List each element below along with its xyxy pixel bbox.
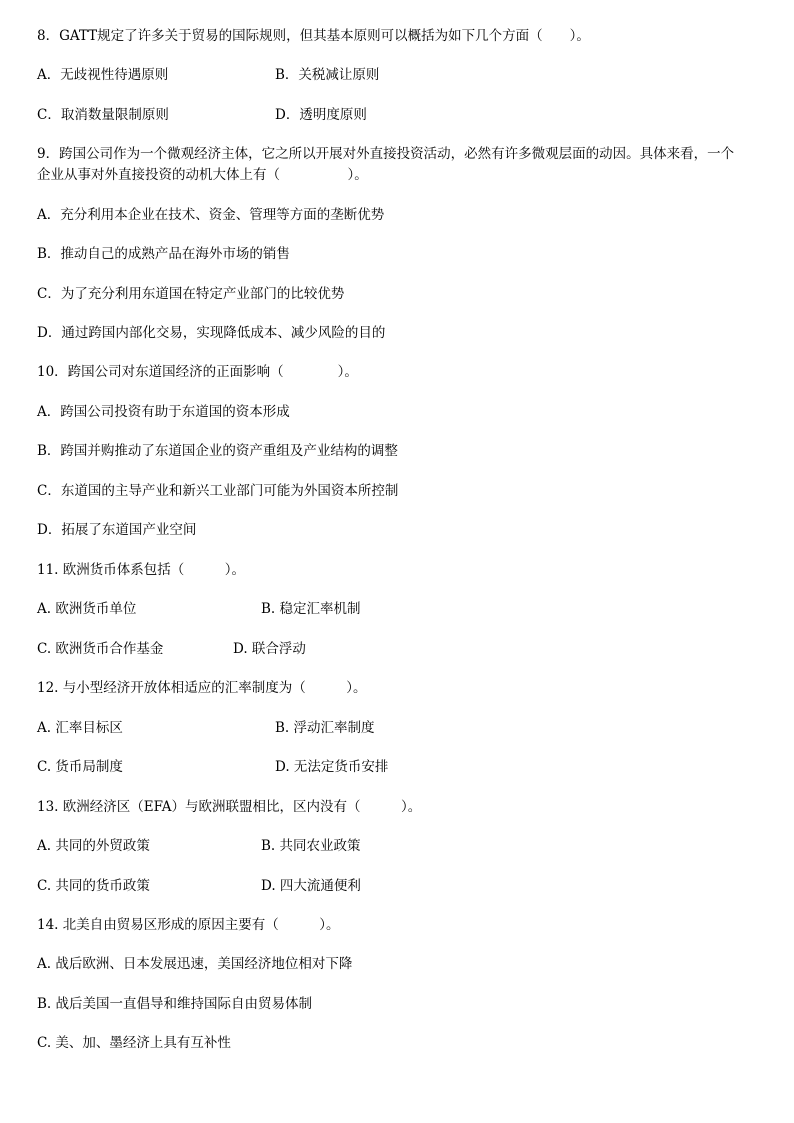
question-11-option-b: B. 稳定汇率机制 [261, 601, 361, 617]
question-9-stem-line1: 9．跨国公司作为一个微观经济主体，它之所以开展对外直接投资活动，必然有许多微观层面的动因。具体来看，一个 [37, 146, 735, 162]
question-12-option-c: C. 货币局制度 [37, 759, 123, 775]
question-14-option-a: A. 战后欧洲、日本发展迅速，美国经济地位相对下降 [37, 956, 353, 972]
question-10-option-a: A．跨国公司投资有助于东道国的资本形成 [37, 404, 290, 420]
question-10-option-d: D．拓展了东道国产业空间 [37, 522, 197, 538]
question-14-stem: 14. 北美自由贸易区形成的原因主要有（ ）。 [37, 917, 340, 933]
question-13-stem: 13. 欧洲经济区（EFA）与欧洲联盟相比，区内没有（ ）。 [37, 799, 422, 815]
question-11-option-c: C. 欧洲货币合作基金 [37, 641, 164, 657]
question-9-stem-line2: 企业从事对外直接投资的动机大体上有（ ）。 [37, 167, 368, 183]
question-9-option-a: A．充分利用本企业在技术、资金、管理等方面的垄断优势 [37, 207, 385, 223]
question-10-stem: 10．跨国公司对东道国经济的正面影响（ ）。 [37, 364, 358, 380]
question-11-option-a: A. 欧洲货币单位 [37, 601, 137, 617]
question-13-option-d: D. 四大流通便利 [261, 878, 361, 894]
question-8-stem: 8．GATT规定了许多关于贸易的国际规则，但其基本原则可以概括为如下几个方面（ ）。 [37, 28, 590, 44]
question-11-option-d: D. 联合浮动 [233, 641, 306, 657]
question-10-option-b: B．跨国并购推动了东道国企业的资产重组及产业结构的调整 [37, 443, 398, 459]
question-8-option-b: B．关税减让原则 [275, 67, 380, 83]
question-9-option-b: B．推动自己的成熟产品在海外市场的销售 [37, 246, 290, 262]
question-8-option-a: A．无歧视性待遇原则 [37, 67, 169, 83]
question-12-option-d: D. 无法定货币安排 [275, 759, 389, 775]
question-12-option-b: B. 浮动汇率制度 [275, 720, 375, 736]
question-8-option-d: D．透明度原则 [275, 107, 367, 123]
question-12-option-a: A. 汇率目标区 [37, 720, 123, 736]
question-13-option-a: A. 共同的外贸政策 [37, 838, 150, 854]
question-10-option-c: C．东道国的主导产业和新兴工业部门可能为外国资本所控制 [37, 483, 399, 499]
question-9-option-c: C．为了充分利用东道国在特定产业部门的比较优势 [37, 286, 345, 302]
question-12-stem: 12. 与小型经济开放体相适应的汇率制度为（ ）。 [37, 680, 367, 696]
question-13-option-b: B. 共同农业政策 [261, 838, 361, 854]
question-8-option-c: C．取消数量限制原则 [37, 107, 169, 123]
question-13-option-c: C. 共同的货币政策 [37, 878, 150, 894]
question-11-stem: 11. 欧洲货币体系包括（ ）。 [37, 562, 246, 578]
question-14-option-c: C. 美、加、墨经济上具有互补性 [37, 1035, 231, 1051]
question-14-option-b: B. 战后美国一直倡导和维持国际自由贸易体制 [37, 996, 313, 1012]
question-9-option-d: D．通过跨国内部化交易，实现降低成本、减少风险的目的 [37, 325, 386, 341]
